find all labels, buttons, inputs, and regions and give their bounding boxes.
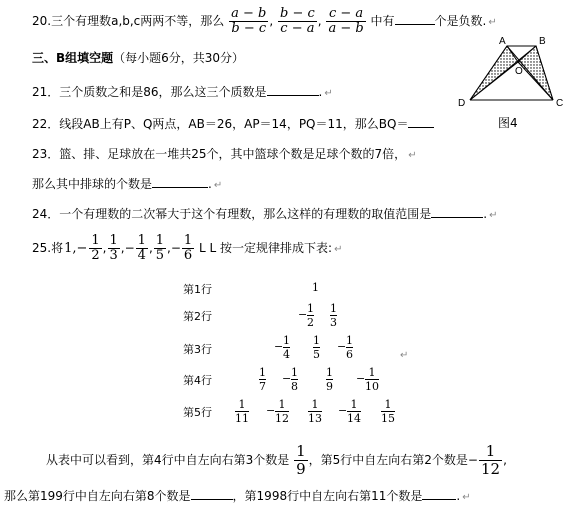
q25-ellipsis: L L	[199, 241, 217, 255]
q22-answer-blank[interactable]	[408, 115, 434, 128]
q25-final-part-2: ，第1998行中自左向右第11个数是	[232, 489, 423, 503]
paragraph-mark: ↵	[408, 150, 417, 161]
question-22	[32, 114, 434, 134]
q25-seq-frac-5: $\frac{1}{5}$	[155, 233, 165, 263]
paragraph-mark: ↵	[489, 210, 498, 221]
table-cell: 1 11	[235, 398, 249, 425]
q20-fraction-2: $\frac{b - c}{c - a}$	[280, 6, 315, 36]
figure-label-d: D	[458, 98, 466, 109]
q21-text: 21．三个质数之和是86，那么这三个质数是	[32, 85, 267, 99]
q25-prefix: 25.将	[32, 241, 64, 255]
q24-answer-blank[interactable]	[431, 205, 483, 218]
q21-end: .	[318, 85, 323, 99]
question-23-line-2	[32, 174, 222, 194]
q25-final-question	[4, 486, 471, 506]
table-cell: − 1 8	[282, 366, 298, 393]
q22-text: 22．线段AB上有P、Q两点，AB＝26，AP＝14，PQ＝11，那么BQ＝	[32, 117, 409, 131]
section-title: 三、B组填空题	[32, 51, 114, 65]
row-label-3: 第3行	[183, 343, 212, 356]
row-label-5: 第5行	[183, 406, 212, 419]
q23-line-1: 23．篮、排、足球放在一堆共25个，其中篮球个数是足球个数的7倍，	[32, 147, 407, 161]
q20-fraction-3: $\frac{c - a}{a - b}$	[328, 6, 364, 36]
q25-seq-frac-6: $\frac{1}{6}$	[183, 233, 193, 263]
q25-final-part-1: 那么第199行中自左向右第8个数是	[4, 489, 191, 503]
q25-seq-sep: ,	[102, 241, 107, 255]
section-note: （每小题6分，共30分）	[113, 51, 245, 65]
q20-fraction-1: $\frac{a - b}{b - c}$	[231, 6, 267, 36]
question-24	[32, 204, 498, 224]
q20-mid: 中有	[370, 14, 395, 28]
table-cell: 1 5	[313, 334, 320, 361]
q25-explanation	[46, 440, 507, 480]
question-21	[32, 82, 333, 102]
q23-end: .	[208, 177, 212, 191]
q20-comma-1: ,	[269, 14, 274, 28]
q25-seq-sep: ,	[148, 241, 153, 255]
figure-caption: 图4	[498, 116, 518, 130]
question-20	[32, 6, 497, 36]
table-cell: − 1 4	[274, 334, 290, 361]
paragraph-mark: ↵	[462, 492, 471, 503]
q23-line-2: 那么其中排球的个数是	[32, 177, 153, 191]
q25-answer-blank-1[interactable]	[191, 487, 233, 500]
q25-explain-frac-2: $\frac{1}{12}$	[480, 442, 501, 478]
q24-end: .	[483, 207, 488, 221]
table-cell: 1 13	[308, 398, 322, 425]
q20-prefix: 20.三个有理数a,b,c两两不等，那么	[32, 14, 225, 28]
q25-seq-sep: ,−	[167, 241, 181, 255]
row-label-2: 第2行	[183, 310, 212, 323]
table-cell: 1 9	[326, 366, 333, 393]
q25-explain-end: ,	[503, 453, 507, 467]
table-cell: 1	[312, 281, 319, 294]
q20-answer-blank[interactable]	[395, 12, 435, 25]
q25-final-end: .	[456, 489, 461, 503]
row-label-1: 第1行	[183, 283, 212, 296]
q25-seq-frac-4: $\frac{1}{4}$	[137, 233, 146, 263]
q20-comma-2: ,	[317, 14, 322, 28]
table-cell: − 1 14	[338, 398, 361, 425]
paragraph-mark: ↵	[213, 180, 223, 191]
paragraph-mark: ↵	[400, 350, 409, 361]
table-cell: − 1 2	[298, 302, 314, 329]
paragraph-mark: ↵	[324, 88, 333, 99]
table-cell: − 1 10	[356, 366, 379, 393]
q25-seq-frac-3: $\frac{1}{3}$	[109, 233, 118, 263]
q25-answer-blank-2[interactable]	[422, 487, 456, 500]
q21-answer-blank[interactable]	[267, 83, 319, 96]
table-cell: − 1 12	[266, 398, 289, 425]
figure-label-o: O	[515, 66, 523, 77]
table-cell: 1 15	[381, 398, 395, 425]
question-23-line-1	[32, 144, 417, 164]
q25-explain-part-1: 从表中可以看到，第4行中自左向右第3个数是	[46, 453, 290, 467]
q25-seq-frac-2: $\frac{1}{2}$	[91, 233, 100, 263]
q20-suffix: 个是负数.	[434, 14, 487, 28]
q25-explain-frac-1: $\frac{1}{9}$	[296, 442, 306, 478]
table-cell: 1 7	[259, 366, 266, 393]
table-cell: 1 3	[330, 302, 337, 329]
q25-seq-sep: ,−	[120, 241, 135, 255]
q25-explain-part-2: ，第5行中自左向右第2个数是−	[308, 453, 478, 467]
paragraph-mark: ↵	[488, 17, 497, 28]
paragraph-mark: ↵	[334, 244, 343, 255]
row-label-4: 第4行	[183, 374, 212, 387]
question-25-header	[32, 230, 342, 266]
q24-text: 24．一个有理数的二次幂大于这个有理数，那么这样的有理数的取值范围是	[32, 207, 432, 221]
table-cell: − 1 6	[337, 334, 353, 361]
q25-seq-term-1: 1,−	[64, 240, 88, 256]
q25-suffix: 按一定规律排成下表:	[220, 241, 333, 255]
figure-label-b: B	[539, 36, 546, 47]
figure-label-c: C	[556, 98, 564, 109]
q23-answer-blank[interactable]	[152, 175, 208, 188]
section-heading	[32, 48, 244, 68]
figure-label-a: A	[499, 36, 506, 47]
